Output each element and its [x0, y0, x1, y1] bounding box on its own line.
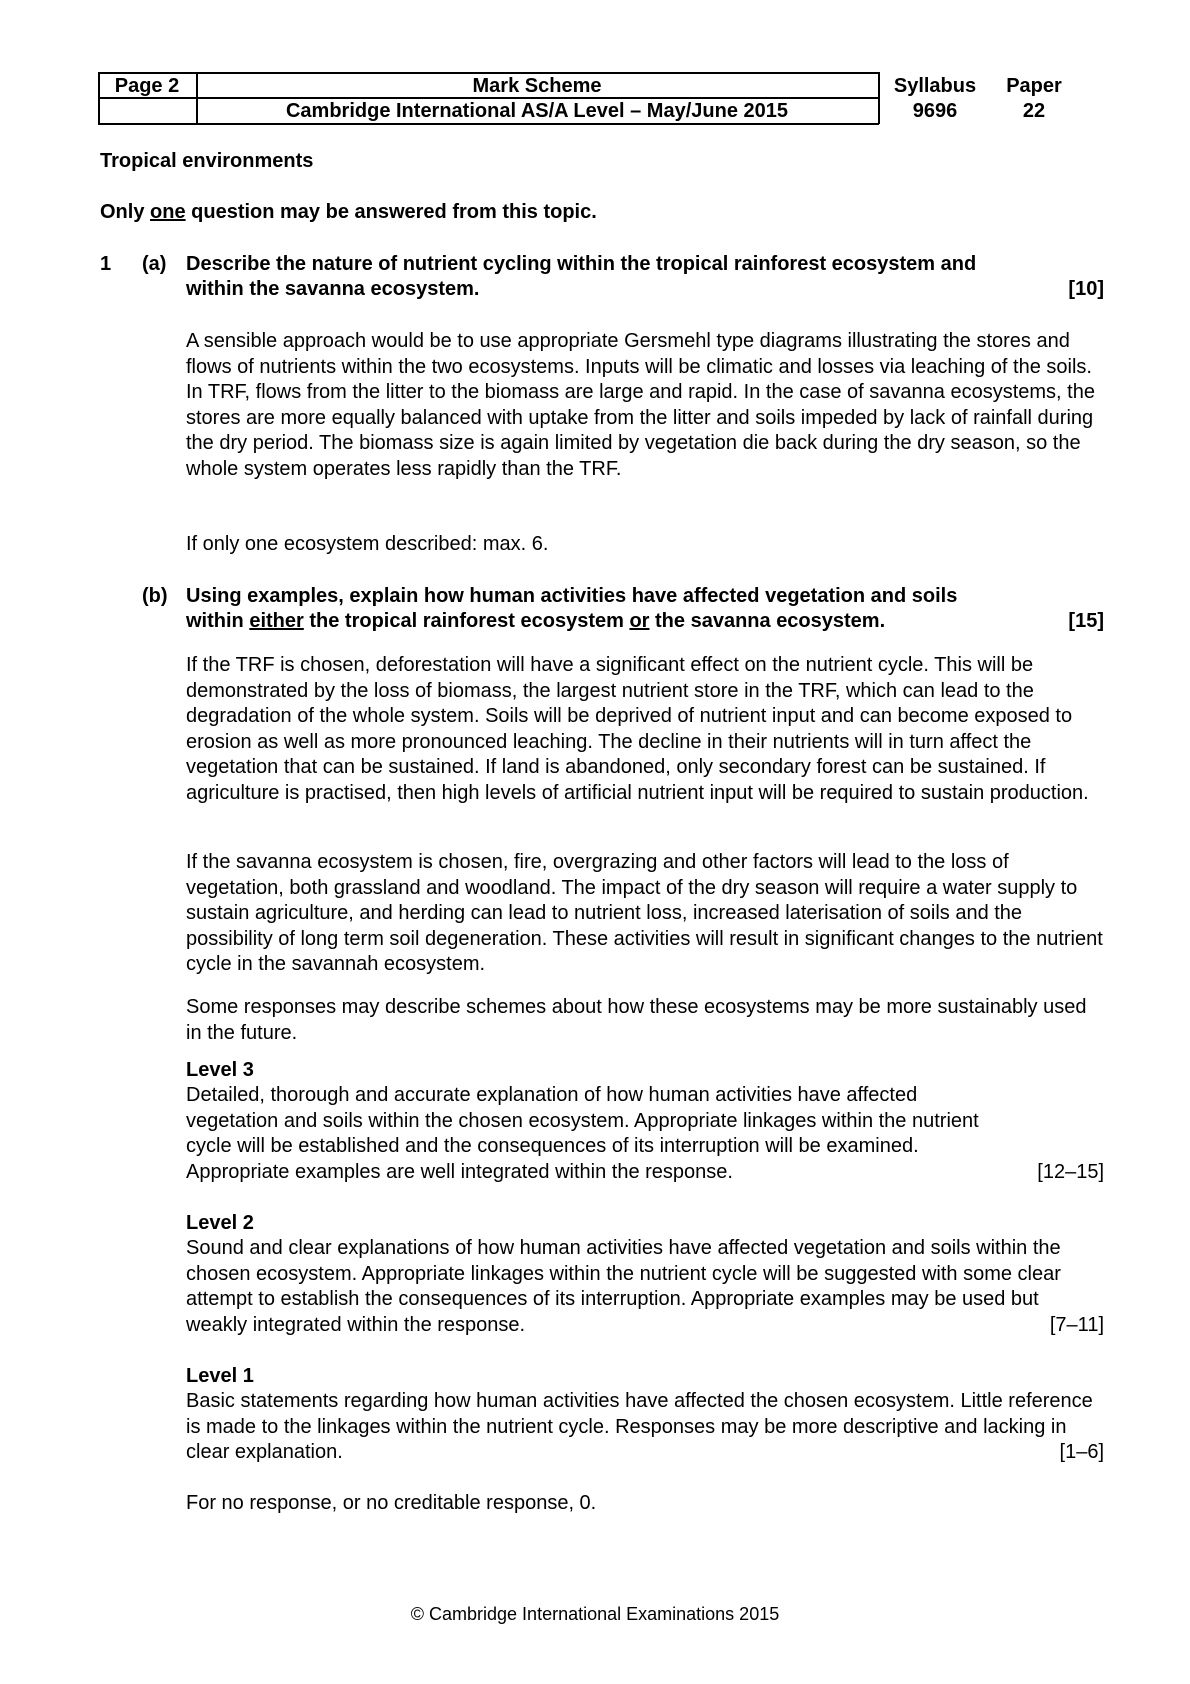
level-3-title: Level 3 [186, 1059, 254, 1081]
part-b-question-line1: Using examples, explain how human activities have affected vegetation and soils [186, 585, 958, 607]
instruction-post: question may be answered from this topic. [185, 201, 597, 223]
part-a-question-line2: within the savanna ecosystem. [186, 278, 480, 300]
instruction-pre: Only [100, 201, 151, 223]
part-b-label: (b) [142, 585, 168, 607]
part-b-paragraph-2: If the savanna ecosystem is chosen, fire, overgrazing and other factors will lead to the loss of vegetation, both grassland and woodland. The impact of the dry season will require a water supply to sustain agriculture, and herding can lead to nutrient loss, increased laterisation of soils and the possibility of long term soil degeneration. These activities will result in significant changes to the nutrient cycle in the savannah ecosystem. [186, 851, 1103, 976]
no-response-note: For no response, or no creditable response, 0. [186, 1492, 597, 1514]
part-a-label: (a) [142, 253, 167, 275]
part-b-question-line2 [186, 609, 885, 635]
level-1-title: Level 1 [186, 1365, 254, 1387]
part-b-text: the savanna ecosystem. [649, 610, 886, 632]
header-subtitle: Cambridge International AS/A Level – May/June 2015 [285, 100, 788, 122]
part-b-marks: [15] [1068, 610, 1104, 632]
part-b-paragraph-1: If the TRF is chosen, deforestation will have a significant effect on the nutrient cycle. This will be demonstrated by the loss of biomass, the largest nutrient store in the TRF, which can lead to the degradation of the whole system. Soils will be deprived of nutrient input and can become exposed to erosion as well as more pronounced leaching. The decline in their nutrients will in turn affect the vegetation that can be sustained. If land is abandoned, only secondary forest can be sustained. If agriculture is practised, then high levels of artificial nutrient input will be required to sustain production. [186, 654, 1089, 804]
section-title: Tropical environments [100, 150, 314, 172]
part-b-underlined-or: or [629, 610, 650, 632]
level-1-text: Basic statements regarding how human activities have affected the chosen ecosystem. Little reference is made to the linkages within the nutrient cycle. Responses may be more descriptive and lacking in clear explanation. [186, 1390, 1093, 1464]
header-title: Mark Scheme [472, 75, 602, 97]
syllabus-label: Syllabus [893, 75, 977, 97]
page-number: Page 2 [114, 75, 180, 97]
part-b-underlined-either: either [249, 610, 304, 632]
question-number: 1 [100, 253, 112, 275]
part-a-marks: [10] [1068, 278, 1104, 300]
level-2-range: [7–11] [1049, 1314, 1104, 1336]
header-table [98, 70, 1098, 126]
instruction [100, 200, 597, 226]
part-b-text: the tropical rainforest ecosystem [303, 610, 630, 632]
part-a-question-line1: Describe the nature of nutrient cycling within the tropical rainforest ecosystem and [186, 253, 977, 275]
level-2-title: Level 2 [186, 1212, 254, 1234]
paper-value: 22 [1022, 100, 1046, 122]
copyright-footer: © Cambridge International Examinations 2015 [410, 1604, 780, 1624]
part-a-note: If only one ecosystem described: max. 6. [186, 533, 549, 555]
level-2-text: Sound and clear explanations of how human activities have affected vegetation and soils within the chosen ecosystem. Appropriate linkages within the nutrient cycle will be suggested with some clear attempt to establish the consequences of its interruption. Appropriate examples may be used but weakly integrated within the response. [186, 1237, 1061, 1336]
level-1-range: [1–6] [1059, 1441, 1104, 1463]
paper-label: Paper [1006, 75, 1062, 97]
level-3-text: Detailed, thorough and accurate explanation of how human activities have affected vegetation and soils within the chosen ecosystem. Appropriate linkages within the nutrient cycle will be established and the consequences of its interruption will be examined. Appropriate examples are well integrated within the response. [186, 1084, 979, 1183]
part-a-answer: A sensible approach would be to use appropriate Gersmehl type diagrams illustrating the stores and flows of nutrients within the two ecosystems. Inputs will be climatic and losses via leaching of the soils. In TRF, flows from the litter to the biomass are large and rapid. In the case of savanna ecosystems, the stores are more equally balanced with uptake from the litter and soils impeded by lack of rainfall during the dry period. The biomass size is again limited by vegetation die back during the dry season, so the whole system operates less rapidly than the TRF. [186, 330, 1095, 480]
part-b-paragraph-3: Some responses may describe schemes about how these ecosystems may be more sustainably used in the future. [186, 996, 1087, 1044]
level-3-range: [12–15] [1037, 1161, 1104, 1183]
part-b-text: within [186, 610, 250, 632]
syllabus-value: 9696 [912, 100, 958, 122]
instruction-underlined: one [150, 201, 186, 223]
